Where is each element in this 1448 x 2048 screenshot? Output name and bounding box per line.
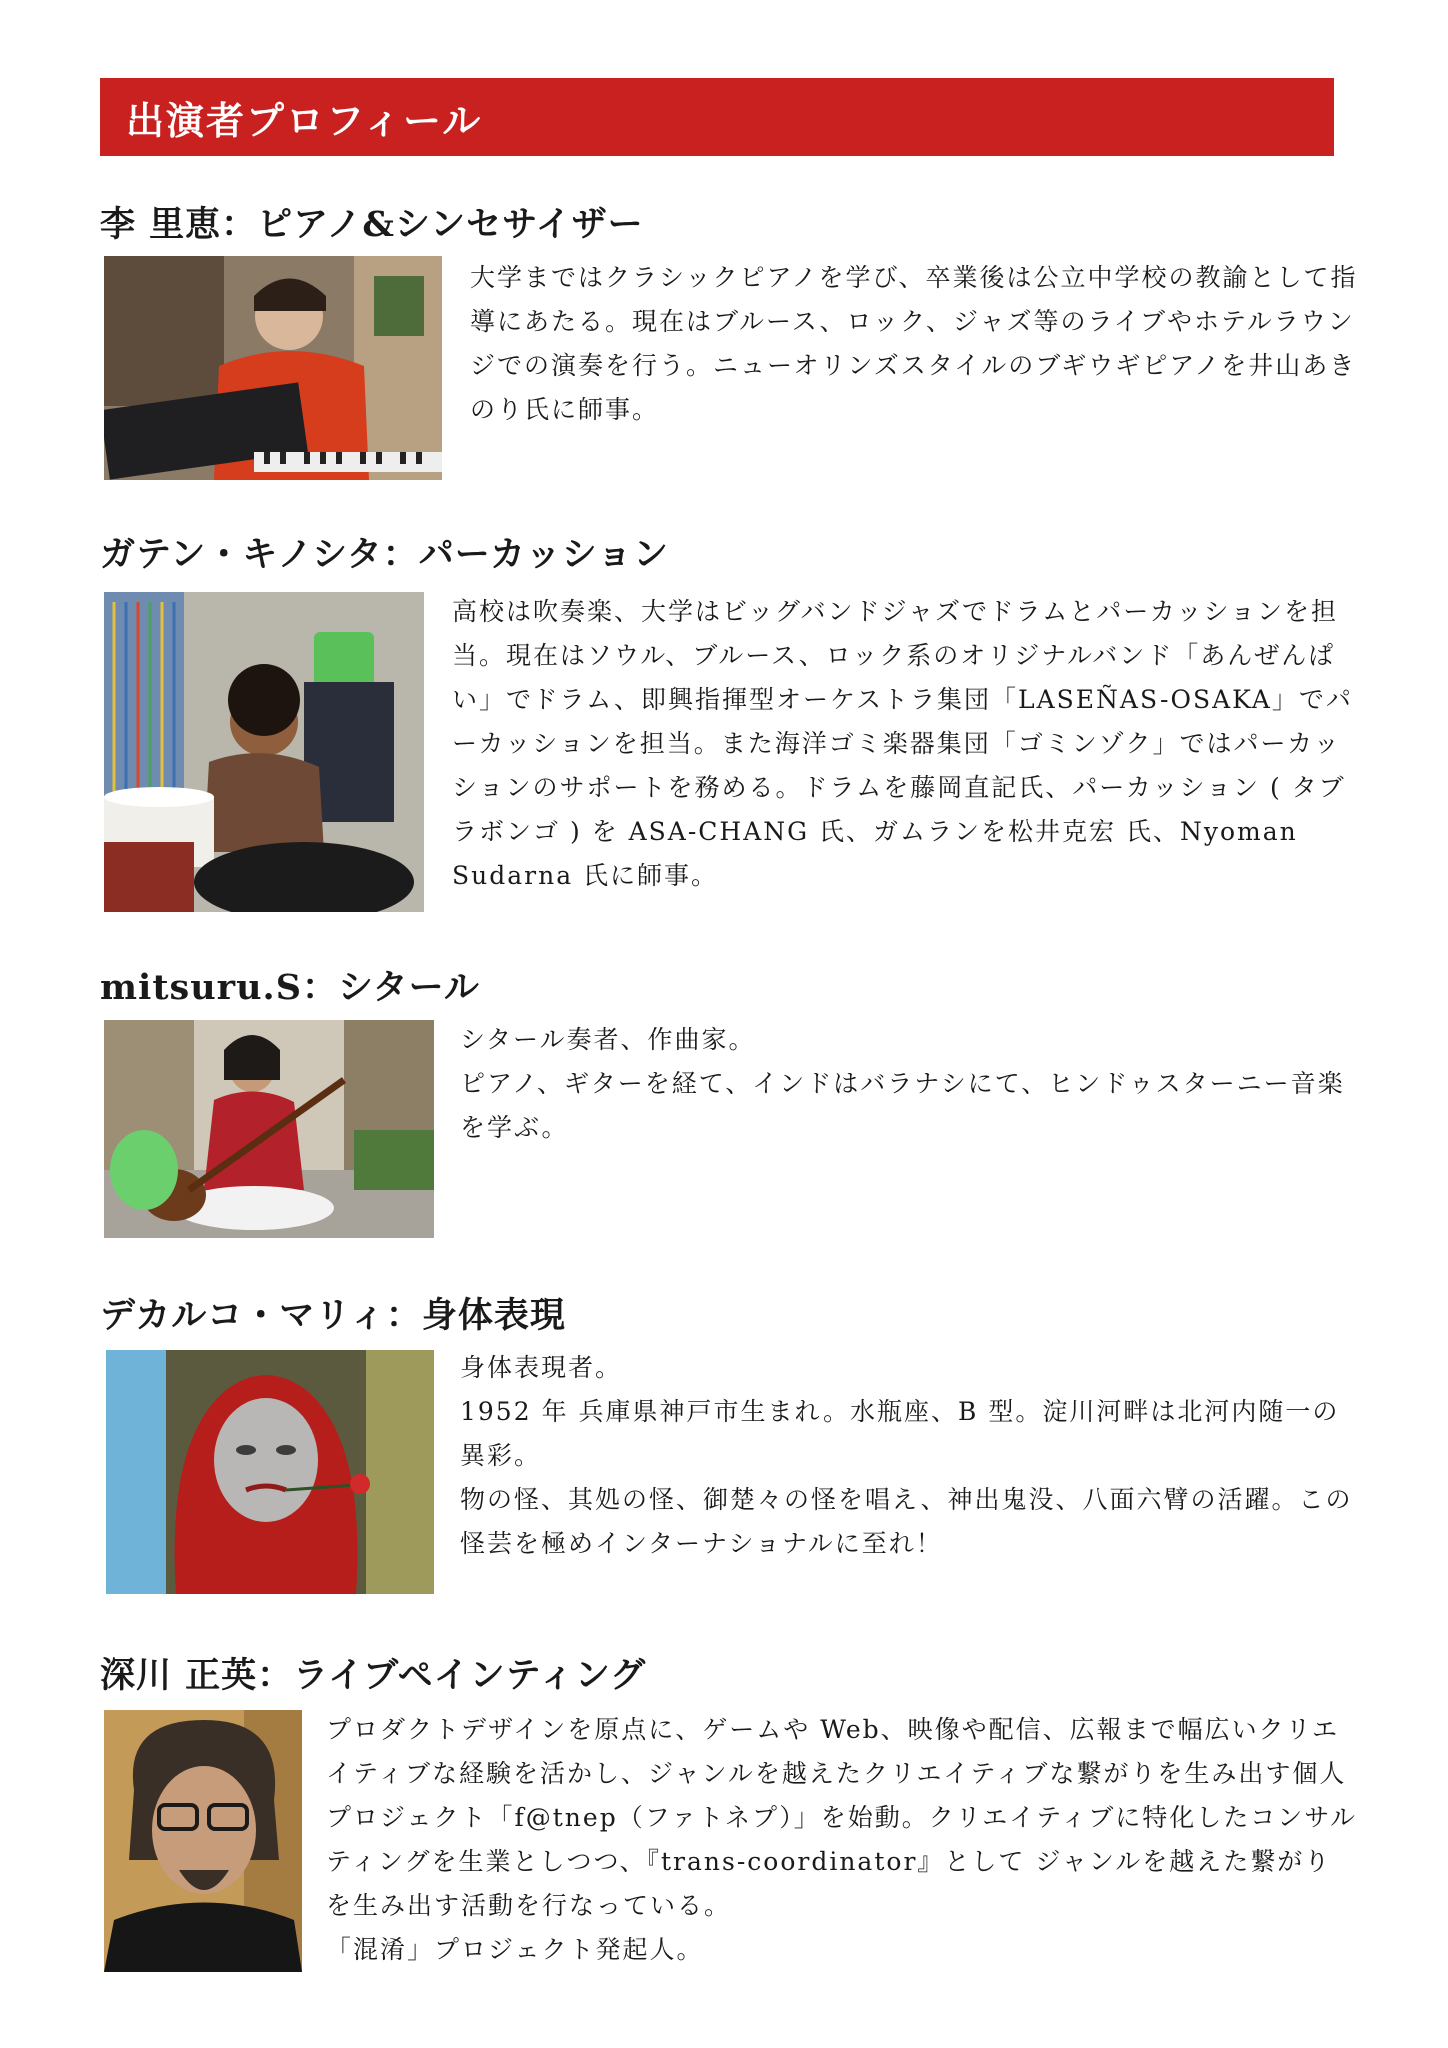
performer-bio-4: [460, 1346, 1358, 1566]
performer-heading-4: デカルコ・マリィ：身体表現: [100, 1295, 566, 1336]
percussionist-photo: [104, 592, 424, 912]
bio-paragraph: 身体表現者。: [460, 1353, 623, 1382]
bio-paragraph: 「混淆」プロジェクト発起人。: [326, 1935, 704, 1964]
page-title-banner: [100, 78, 1334, 156]
bio-paragraph: プロダクトデザインを原点に、ゲームや Web、映像や配信、広報まで幅広いクリエイティブな経験を活かし、ジャンルを越えたクリエイティブな繋がりを生み出す個人プロジェクト「f@tnep（ファトネプ）」を始動。クリエイティブに特化したコンサルティングを生業としつつ、『trans-coordinator』として ジャンルを越えた繋がりを生み出す活動を行なっている。: [326, 1715, 1357, 1920]
page-title: 出演者プロフィール: [126, 97, 483, 143]
performer-heading-1: 李 里恵：ピアノ&シンセサイザー: [100, 204, 644, 245]
performer-bio-5: [326, 1708, 1358, 1972]
bio-paragraph: 高校は吹奏楽、大学はビッグバンドジャズでドラムとパーカッションを担当。現在はソウル、ブルース、ロック系のオリジナルバンド「あんぜんぱい」でドラム、即興指揮型オーケストラ集団「LASEÑAS-OSAKA」でパーカッションを担当。また海洋ゴミ楽器集団「ゴミンゾク」ではパーカッションのサポートを務める。ドラムを藤岡直記氏、パーカッション ( タブラボンゴ ) を ASA-CHANG 氏、ガムランを松井克宏 氏、Nyoman Sudarna 氏に師事。: [452, 597, 1353, 890]
performer-heading-2: ガテン・キノシタ：パーカッション: [100, 534, 670, 575]
bio-paragraph: 大学まではクラシックピアノを学び、卒業後は公立中学校の教諭として指導にあたる。現在はブルース、ロック、ジャズ等のライブやホテルラウンジでの演奏を行う。ニューオリンズスタイルのブギウギピアノを井山あきのり氏に師事。: [470, 263, 1358, 424]
bio-paragraph: 物の怪、其処の怪、御楚々の怪を唱え、神出鬼没、八面六臂の活躍。この怪芸を極めインターナショナルに至れ！: [460, 1485, 1353, 1558]
bio-paragraph: ピアノ、ギターを経て、インドはバラナシにて、ヒンドゥスターニー音楽を学ぶ。: [460, 1069, 1345, 1142]
performer-heading-5: 深川 正英：ライブペインティング: [100, 1655, 647, 1696]
performer-heading-3: mitsuru.S：シタール: [100, 967, 480, 1008]
sitar-player-photo: [104, 1020, 434, 1238]
pianist-photo: [104, 256, 442, 480]
performer-photo: [106, 1350, 434, 1594]
performer-bio-3: [460, 1018, 1358, 1150]
painter-photo: [104, 1710, 302, 1972]
bio-paragraph: シタール奏者、作曲家。: [460, 1025, 756, 1054]
bio-paragraph: 1952 年 兵庫県神戸市生まれ。水瓶座、B 型。淀川河畔は北河内随一の異彩。: [460, 1397, 1340, 1470]
performer-bio-1: [470, 256, 1358, 432]
performer-bio-2: [452, 590, 1358, 898]
